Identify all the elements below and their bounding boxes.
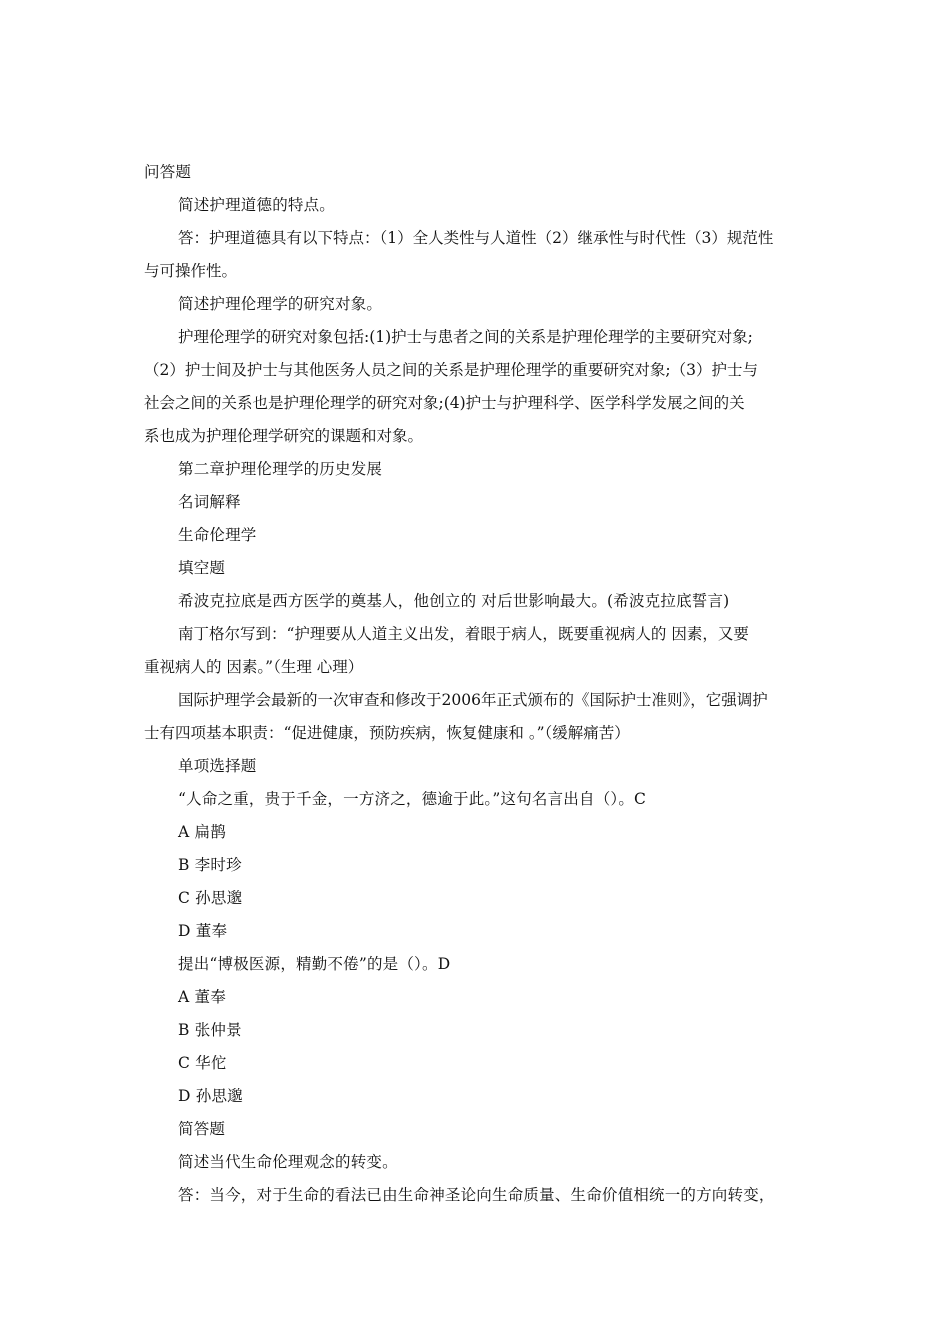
mc-question-1-option-b: B 李时珍	[178, 856, 242, 874]
section-heading-qa: 问答题	[144, 163, 192, 181]
question-1: 简述护理道德的特点。	[178, 196, 336, 214]
term-1: 生命伦理学	[178, 526, 257, 544]
section-heading-terms: 名词解释	[178, 493, 241, 511]
chapter-2-title: 第二章护理伦理学的历史发展	[178, 460, 383, 478]
mc-question-2-option-a: A 董奉	[178, 988, 226, 1006]
mc-question-1: “人命之重，贵于千金，一方济之，德逾于此。”这句名言出自（）。C	[178, 790, 647, 808]
answer-2-line-4: 系也成为护理伦理学研究的课题和对象。	[144, 427, 424, 445]
section-heading-short-answer: 简答题	[178, 1120, 226, 1138]
answer-2-line-1: 护理伦理学的研究对象包括:(1)护士与患者之间的关系是护理伦理学的主要研究对象;	[178, 328, 753, 346]
mc-question-2-option-c: C 华佗	[178, 1054, 227, 1072]
mc-question-2-option-b: B 张仲景	[178, 1021, 242, 1039]
fill-question-2-line-1: 南丁格尔写到：“护理要从人道主义出发，着眼于病人，既要重视病人的 因素，又要	[178, 625, 749, 643]
short-answer-1-line-1: 答：当今，对于生命的看法已由生命神圣论向生命质量、生命价值相统一的方向转变，	[178, 1186, 775, 1204]
answer-1-line-1: 答：护理道德具有以下特点：（1）全人类性与人道性（2）继承性与时代性（3）规范性	[178, 229, 774, 247]
mc-question-2: 提出“博极医源，精勤不倦”的是（）。D	[178, 955, 451, 973]
document-page	[144, 156, 808, 1212]
answer-2-line-2: （2）护士间及护士与其他医务人员之间的关系是护理伦理学的重要研究对象;（3）护士与	[144, 361, 758, 379]
mc-question-1-option-a: A 扁鹊	[178, 823, 226, 841]
fill-question-3	[144, 684, 808, 750]
question-2: 简述护理伦理学的研究对象。	[178, 295, 383, 313]
mc-question-1-option-c: C 孙思邈	[178, 889, 243, 907]
mc-question-2-option-d: D 孙思邈	[178, 1087, 243, 1105]
mc-question-1-option-d: D 董奉	[178, 922, 228, 940]
section-heading-fill: 填空题	[178, 559, 226, 577]
fill-question-1: 希波克拉底是西方医学的奠基人，他创立的 对后世影响最大。(希波克拉底誓言)	[178, 592, 730, 610]
fill-question-2-line-2: 重视病人的 因素。”（生理 心理）	[144, 658, 364, 676]
short-question-1: 简述当代生命伦理观念的转变。	[178, 1153, 398, 1171]
fill-question-3-line-2: 士有四项基本职责：“促进健康，预防疾病，恢复健康和 。”（缓解痛苦）	[144, 724, 630, 742]
section-heading-single-choice: 单项选择题	[178, 757, 257, 775]
answer-1	[144, 222, 808, 288]
answer-2	[144, 321, 808, 453]
fill-question-3-line-1: 国际护理学会最新的一次审查和修改于2006年正式颁布的《国际护士准则》，它强调护	[178, 691, 768, 709]
answer-1-line-2: 与可操作性。	[144, 262, 238, 280]
fill-question-2	[144, 618, 808, 684]
answer-2-line-3: 社会之间的关系也是护理伦理学的研究对象;(4)护士与护理科学、医学科学发展之间的关	[144, 394, 745, 412]
